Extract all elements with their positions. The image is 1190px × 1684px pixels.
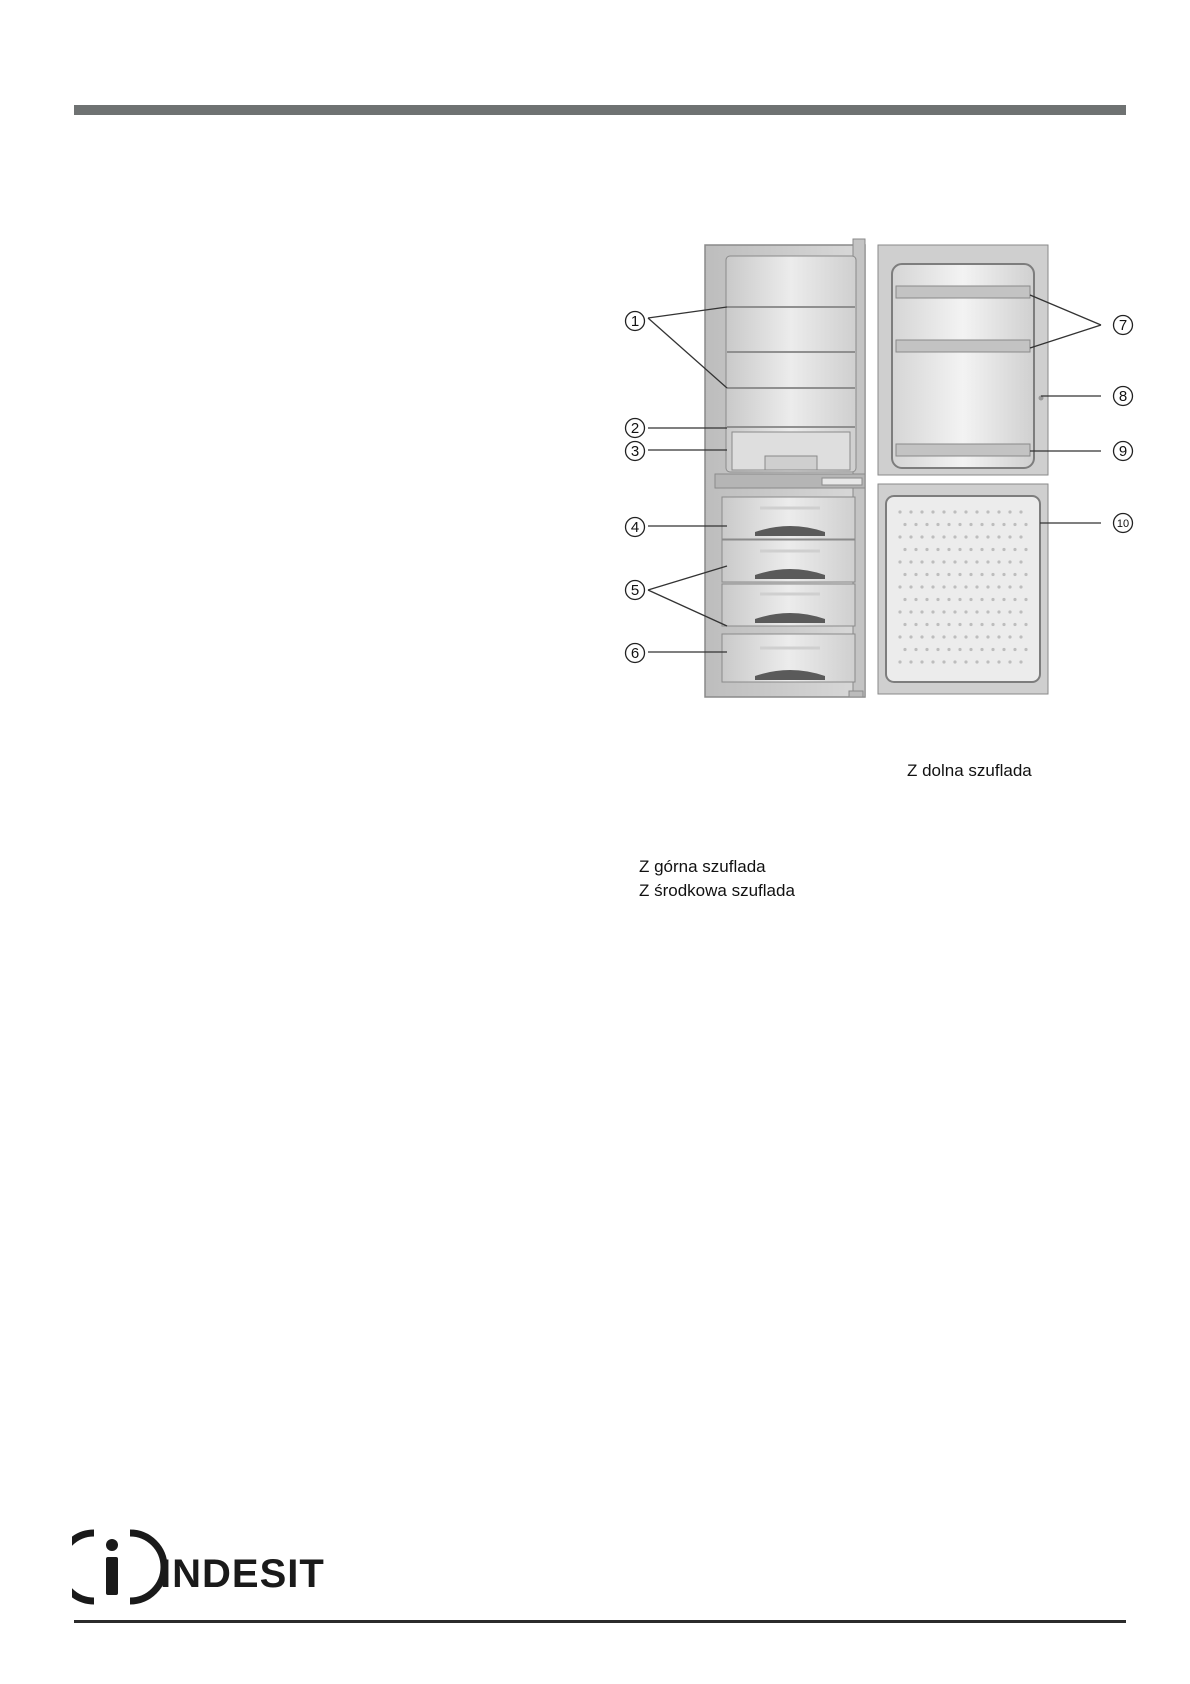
callout-9: [1114, 442, 1133, 461]
cabinet: [705, 239, 865, 697]
callout-1: [626, 312, 645, 331]
brand-wordmark: INDESIT: [160, 1552, 325, 1596]
svg-text:3: 3: [630, 443, 640, 460]
fridge-freezer-diagram: [600, 220, 1140, 720]
callout-3: [626, 442, 645, 461]
svg-text:9: 9: [1118, 443, 1128, 460]
svg-text:5: 5: [630, 582, 640, 599]
svg-text:2: 2: [630, 420, 640, 437]
callout-2: [626, 419, 645, 438]
callout-6: [626, 644, 645, 663]
callout-4: [626, 518, 645, 537]
callout-7: [1114, 316, 1133, 335]
svg-text:4: 4: [630, 519, 640, 536]
freezer-door: [878, 484, 1048, 694]
svg-text:10: 10: [1116, 518, 1130, 530]
indesit-logo-icon: [72, 1525, 372, 1605]
svg-text:1: 1: [630, 313, 640, 330]
footer-rule: [74, 1620, 1126, 1623]
header-rule: [74, 105, 1126, 115]
callout-5: [626, 581, 645, 600]
fridge-door: [878, 245, 1048, 475]
freezer-drawers: [722, 497, 855, 682]
callout-8: [1114, 387, 1133, 406]
caption-middle-drawer: Z środkowa szuflada: [639, 881, 795, 900]
svg-text:7: 7: [1118, 317, 1128, 334]
svg-text:8: 8: [1118, 388, 1128, 405]
caption-lower-drawer: Z dolna szuflada: [907, 761, 1032, 780]
caption-upper-drawer: Z górna szuflada: [639, 857, 766, 876]
callout-10: [1114, 514, 1133, 533]
svg-text:6: 6: [630, 645, 640, 662]
